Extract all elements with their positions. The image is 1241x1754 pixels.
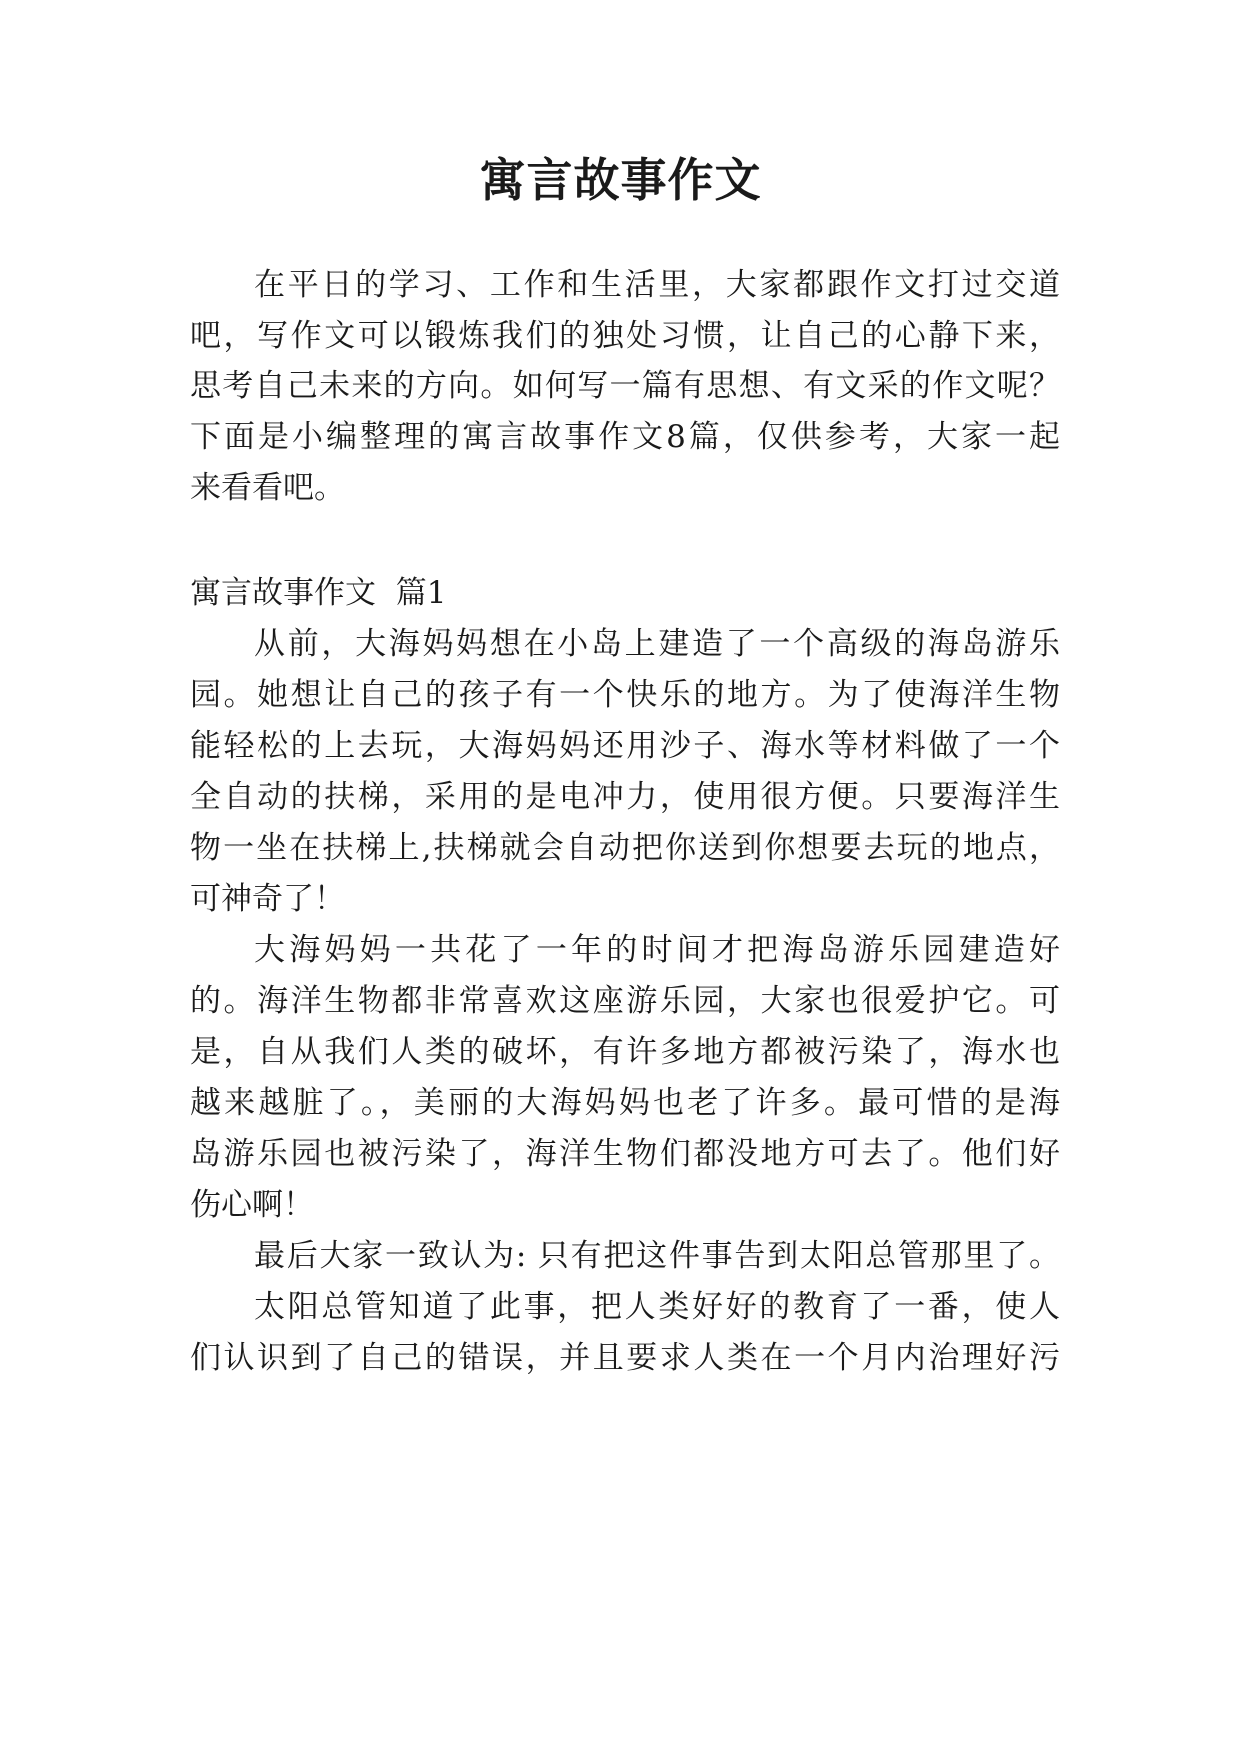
paragraph-line: 能轻松的上去玩，大海妈妈还用沙子、海水等材料做了一个 — [190, 728, 1060, 764]
paragraph-line: 全自动的扶梯，采用的是电冲力，使用很方便。只要海洋生 — [190, 779, 1060, 815]
paragraph-line: 伤心啊！ — [190, 1187, 314, 1223]
paragraph-line: 物一坐在扶梯上,扶梯就会自动把你送到你想要去玩的地点， — [190, 830, 1060, 866]
intro-line: 吧，写作文可以锻炼我们的独处习惯，让自己的心静下来， — [190, 318, 1060, 354]
paragraph-line: 越来越脏了。，美丽的大海妈妈也老了许多。最可惜的是海 — [190, 1085, 1060, 1121]
paragraph-line: 的。海洋生物都非常喜欢这座游乐园，大家也很爱护它。可 — [190, 983, 1060, 1019]
paragraph-line: 从前，大海妈妈想在小岛上建造了一个高级的海岛游乐 — [254, 626, 1060, 662]
paragraph-line: 岛游乐园也被污染了，海洋生物们都没地方可去了。他们好 — [190, 1136, 1060, 1172]
intro-line: 来看看吧。 — [190, 470, 345, 506]
section-heading: 寓言故事作文 篇1 — [190, 575, 447, 611]
paragraph-line: 可神奇了！ — [190, 881, 345, 917]
paragraph-line: 们认识到了自己的错误，并且要求人类在一个月内治理好污 — [190, 1340, 1060, 1376]
paragraph-line: 园。她想让自己的孩子有一个快乐的地方。为了使海洋生物 — [190, 677, 1060, 713]
intro-line: 下面是小编整理的寓言故事作文8篇，仅供参考，大家一起 — [190, 419, 1060, 455]
paragraph-line: 是，自从我们人类的破坏，有许多地方都被污染了，海水也 — [190, 1034, 1060, 1070]
paragraph-line: 大海妈妈一共花了一年的时间才把海岛游乐园建造好 — [254, 932, 1060, 968]
paragraph-line: 太阳总管知道了此事，把人类好好的教育了一番，使人 — [254, 1289, 1060, 1325]
document-title: 寓言故事作文 — [479, 153, 762, 207]
paragraph-line: 最后大家一致认为: 只有把这件事告到太阳总管那里了。 — [254, 1238, 1060, 1274]
intro-line: 在平日的学习、工作和生活里，大家都跟作文打过交道 — [254, 267, 1060, 303]
intro-line: 思考自己未来的方向。如何写一篇有思想、有文采的作文呢？ — [190, 368, 1060, 404]
